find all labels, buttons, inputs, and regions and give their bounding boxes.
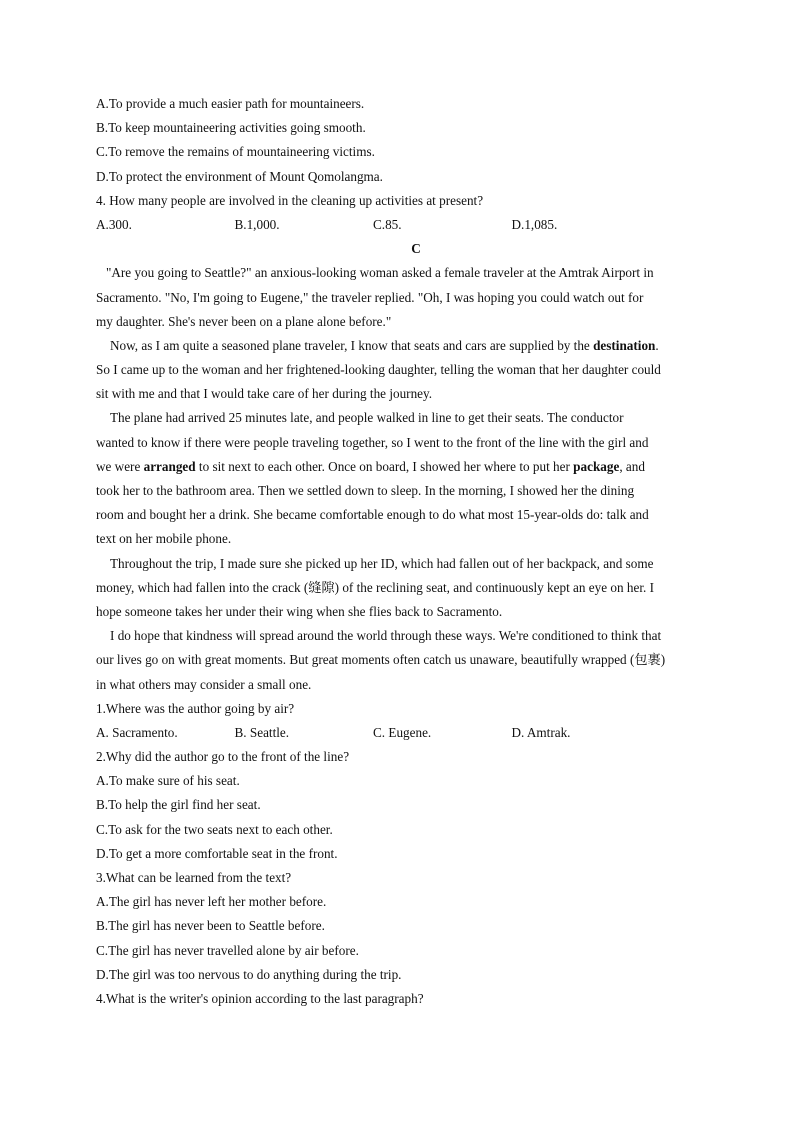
bold-word-arranged: arranged bbox=[143, 458, 196, 474]
passage-heading: C bbox=[411, 241, 421, 257]
prev-q4-option-d: D.1,085. bbox=[511, 216, 558, 232]
question-1 bbox=[96, 697, 706, 745]
paragraph-line bbox=[96, 455, 706, 479]
option-c: C.To ask for the two seats next to each other. bbox=[96, 821, 333, 837]
prev-q3-option-d: D.To protect the environment of Mount Qomolangma. bbox=[96, 168, 383, 184]
paragraph-line: The plane had arrived 25 minutes late, and people walked in line to get their seats. The conductor bbox=[110, 410, 624, 426]
prev-q4-option-b: B.1,000. bbox=[234, 216, 280, 232]
paragraph-1 bbox=[96, 261, 706, 334]
prev-q3-option-a: A.To provide a much easier path for mountaineers. bbox=[96, 96, 365, 111]
text-run: , and bbox=[619, 458, 645, 474]
prev-q4-option-c: C.85. bbox=[373, 216, 402, 232]
paragraph-line: text on her mobile phone. bbox=[96, 531, 232, 547]
document-page bbox=[96, 92, 706, 1011]
paragraph-4 bbox=[96, 552, 706, 625]
paragraph-line: Throughout the trip, I made sure she picked up her ID, which had fallen out of her backpack, and some bbox=[110, 555, 654, 571]
prev-q3-option-b: B.To keep mountaineering activities going smooth. bbox=[96, 120, 366, 136]
text-run: Now, as I am quite a seasoned plane traveler, I know that seats and cars are supplied by the bbox=[110, 337, 594, 353]
option-d: D. Amtrak. bbox=[511, 724, 571, 740]
paragraph-line: So I came up to the woman and her frightened-looking daughter, telling the woman that her daughter could bbox=[96, 362, 661, 378]
paragraph-5 bbox=[96, 624, 706, 697]
question-2 bbox=[96, 745, 706, 866]
paragraph-2 bbox=[96, 334, 706, 407]
option-a: A. Sacramento. bbox=[96, 724, 178, 740]
question-3 bbox=[96, 866, 706, 987]
prev-q4-option-a: A.300. bbox=[96, 216, 132, 232]
prev-q3-option-c: C.To remove the remains of mountaineering victims. bbox=[96, 144, 375, 160]
paragraph-line: hope someone takes her under their wing when she flies back to Sacramento. bbox=[96, 603, 503, 619]
paragraph-line bbox=[96, 334, 706, 358]
prev-q4-stem: 4. How many people are involved in the cleaning up activities at present? bbox=[96, 192, 484, 208]
question-stem: 4.What is the writer's opinion according to the last paragraph? bbox=[96, 990, 424, 1006]
option-b: B.To help the girl find her seat. bbox=[96, 797, 261, 813]
question-4 bbox=[96, 987, 706, 1011]
option-b: B.The girl has never been to Seattle before. bbox=[96, 918, 325, 934]
paragraph-line: wanted to know if there were people traveling together, so I went to the front of the line with the girl and bbox=[96, 434, 649, 450]
paragraph-line: Sacramento. "No, I'm going to Eugene," the traveler replied. "Oh, I was hoping you could watch out for bbox=[96, 289, 644, 305]
option-a: A.To make sure of his seat. bbox=[96, 773, 240, 789]
option-a: A.The girl has never left her mother before. bbox=[96, 894, 327, 910]
option-d: D.To get a more comfortable seat in the front. bbox=[96, 845, 338, 861]
question-stem: 3.What can be learned from the text? bbox=[96, 870, 292, 885]
paragraph-line: took her to the bathroom area. Then we settled down to sleep. In the morning, I showed her the dining bbox=[96, 483, 635, 498]
text-run: we were bbox=[96, 458, 144, 474]
option-d: D.The girl was too nervous to do anything during the trip. bbox=[96, 966, 402, 982]
paragraph-line: money, which had fallen into the crack (缝隙) of the reclining seat, and continuously kept an eye on her. I bbox=[96, 579, 654, 595]
question-options bbox=[96, 721, 706, 745]
paragraph-line: in what others may consider a small one. bbox=[96, 676, 312, 692]
option-b: B. Seattle. bbox=[234, 724, 290, 740]
option-c: C.The girl has never travelled alone by air before. bbox=[96, 942, 359, 958]
paragraph-line: "Are you going to Seattle?" an anxious-looking woman asked a female traveler at the Amtrak Airport in bbox=[106, 265, 654, 281]
question-stem: 2.Why did the author go to the front of the line? bbox=[96, 749, 350, 765]
paragraph-line: our lives go on with great moments. But great moments often catch us unaware, beautifully wrapped (包裹) bbox=[96, 652, 666, 668]
paragraph-line: sit with me and that I would take care of her during the journey. bbox=[96, 386, 433, 402]
question-stem: 1.Where was the author going by air? bbox=[96, 700, 295, 716]
paragraph-line: room and bought her a drink. She became comfortable enough to do what most 15-year-olds do: talk and bbox=[96, 507, 649, 523]
text-run: . bbox=[655, 337, 659, 353]
text-run: to sit next to each other. Once on board, I showed her where to put her bbox=[195, 458, 574, 474]
bold-word-package: package bbox=[573, 458, 620, 474]
prev-q4-options bbox=[96, 213, 706, 237]
paragraph-3 bbox=[96, 406, 706, 551]
bold-word-destination: destination bbox=[593, 337, 656, 353]
paragraph-line: my daughter. She's never been on a plane alone before." bbox=[96, 313, 392, 329]
paragraph-line: I do hope that kindness will spread around the world through these ways. We're conditioned to think that bbox=[110, 628, 662, 644]
option-c: C. Eugene. bbox=[373, 724, 432, 740]
